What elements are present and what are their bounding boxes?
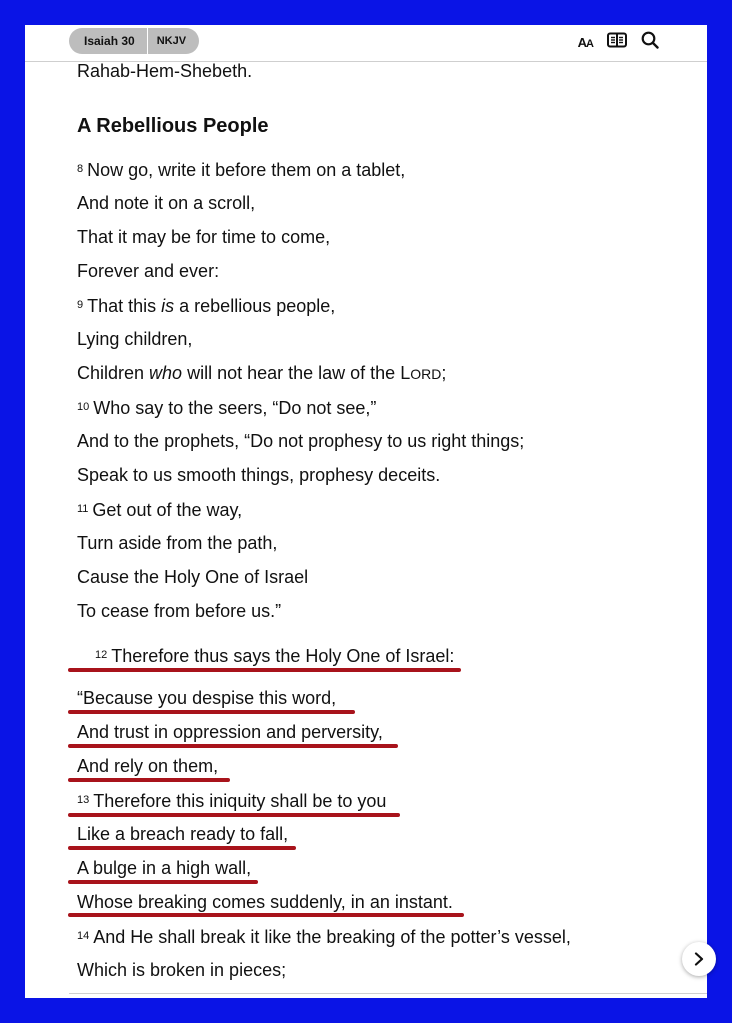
verse-line: $^{11}$ Get out of the way, — [77, 500, 243, 520]
highlight-underline — [68, 880, 258, 884]
verse-line: And note it on a scroll, — [77, 193, 256, 213]
verse-number: 8 — [77, 163, 84, 175]
book-open-icon[interactable] — [607, 32, 627, 53]
highlight-underline — [68, 913, 464, 917]
toolbar-actions — [578, 31, 659, 53]
verse-line: $^{14}$ And He shall break it like the breaking of the potter’s vessel, — [77, 927, 571, 947]
highlight-underline — [68, 813, 400, 817]
highlight-underline — [68, 668, 461, 672]
verse-line-highlighted[interactable]: “Because you despise this word, — [77, 688, 337, 708]
next-chapter-button[interactable] — [682, 942, 716, 976]
previous-line: Rahab-Hem-Shebeth. — [77, 61, 253, 81]
version-button[interactable]: NKJV — [156, 35, 187, 47]
verse-line-highlighted[interactable]: And trust in oppression and perversity, — [77, 722, 383, 742]
chapter-version-selector — [69, 28, 199, 54]
highlight-underline — [68, 778, 230, 782]
verse-line: Cause the Holy One of Israel — [77, 567, 309, 587]
verse-line: Lying children, — [77, 329, 193, 349]
verse-line: $^{10}$ Who say to the seers, “Do not see,” — [77, 398, 377, 418]
verse-line: $^8$ Now go, write it before them on a tablet, — [77, 160, 406, 180]
verse-line: To cease from before us.” — [77, 601, 282, 621]
verse-line-highlighted[interactable]: And rely on them, — [77, 756, 219, 776]
verse-number: 11 — [77, 503, 89, 515]
verse-line: That it may be for time to come, — [77, 227, 331, 247]
verse-number: 10 — [77, 401, 90, 413]
section-heading: A Rebellious People — [77, 115, 269, 137]
verse-line: Children who will not hear the law of the LORD; — [77, 363, 447, 383]
verse-number: 9 — [77, 299, 84, 311]
verse-line: Which is broken in pieces; — [77, 960, 287, 980]
verse-line-highlighted[interactable]: Whose breaking comes suddenly, in an instant. — [77, 892, 453, 912]
search-icon[interactable] — [641, 31, 659, 54]
verse-line-highlighted[interactable]: A bulge in a high wall, — [77, 858, 252, 878]
bottom-divider — [69, 993, 707, 994]
verse-line: Speak to us smooth things, prophesy deceits. — [77, 465, 441, 485]
verse-number: 12 — [95, 649, 108, 661]
verse-number: 13 — [77, 794, 90, 806]
verse-line: And to the prophets, “Do not prophesy to us right things; — [77, 431, 525, 451]
chevron-right-icon — [692, 952, 706, 966]
verse-line: Turn aside from the path, — [77, 533, 278, 553]
highlight-underline — [68, 744, 398, 748]
verse-number: 14 — [77, 930, 90, 942]
text-size-icon[interactable]: AA — [577, 34, 593, 50]
verse-line-highlighted[interactable]: Like a breach ready to fall, — [77, 824, 289, 844]
verse-line-highlighted[interactable]: $^{13}$ Therefore this iniquity shall be to you — [77, 791, 387, 811]
book-chapter-button[interactable]: Isaiah 30 — [84, 34, 135, 48]
highlight-underline — [68, 846, 296, 850]
reader-page — [25, 25, 707, 998]
highlight-underline — [68, 710, 355, 714]
verse-line-highlighted[interactable]: $^{12}$ Therefore thus says the Holy One of Israel: — [95, 646, 455, 666]
verse-line: Forever and ever: — [77, 261, 220, 281]
verse-line: $^9$ That this is a rebellious people, — [77, 296, 336, 316]
